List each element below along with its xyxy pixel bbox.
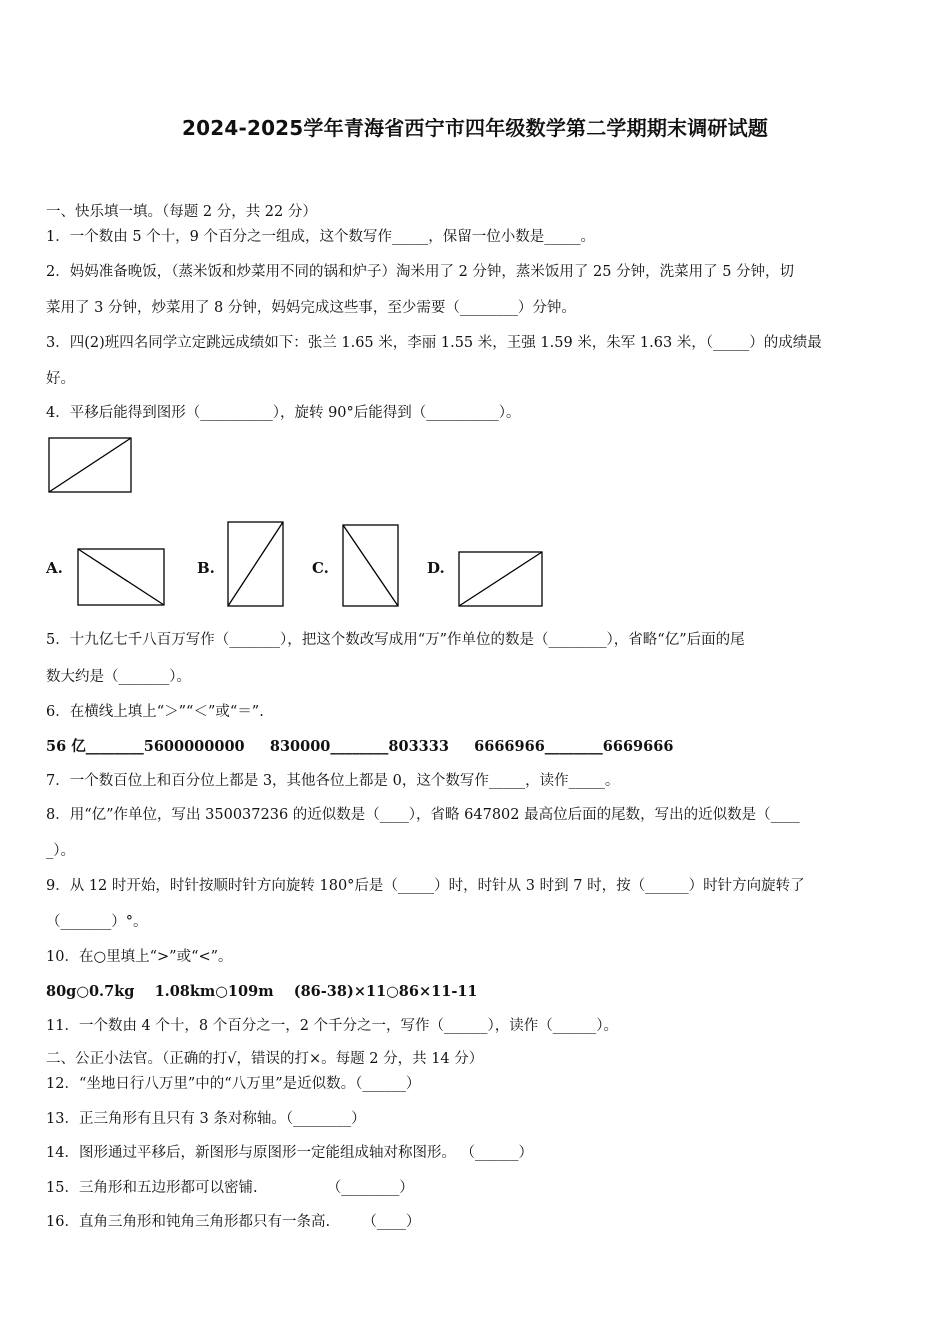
question-9-line-1: 9．从 12 时开始，时针按顺时针方向旋转 180°后是（_____）时，时针从 3 时到 7 时，按（______）时针方向旋转了 (46, 878, 805, 894)
section-1-heading: 一、快乐填一填。（每题 2 分，共 22 分） (46, 204, 317, 220)
question-8-line-1: 8．用“亿”作单位，写出 350037236 的近似数是（____），省略 647802 最高位后面的尾数，写出的近似数是（____ (46, 807, 800, 823)
question-3-line-1: 3．四(2)班四名同学立定跳远成绩如下：张兰 1.65 米，李丽 1.55 米，王强 1.59 米，朱军 1.63 米，（_____）的成绩最 (46, 335, 822, 351)
question-5-line-2: 数大约是（_______）。 (46, 669, 191, 685)
option-a-figure (78, 549, 164, 605)
section-2-heading: 二、公正小法官。（正确的打√，错误的打×。每题 2 分，共 14 分） (46, 1051, 484, 1067)
question-8-line-2: _）。 (46, 843, 75, 859)
option-c-label: C. (312, 559, 329, 577)
option-c-figure (343, 525, 398, 606)
question-14: 14．图形通过平移后，新图形与原图形一定能组成轴对称图形。 （______） (46, 1145, 534, 1161)
question-12: 12．“坐地日行八万里”中的“八万里”是近似数。（______） (46, 1076, 421, 1092)
question-4: 4．平移后能得到图形（__________），旋转 90°后能得到（__________）。 (46, 405, 521, 421)
question-6-items: 56 亿________5600000000 830000________803333 6666966________6669666 (46, 738, 674, 755)
question-5-line-1: 5．十九亿七千八百万写作（_______），把这个数改写成用“万”作单位的数是（________），省略“亿”后面的尾 (46, 632, 745, 648)
option-a-label: A. (46, 559, 63, 577)
option-d-label: D. (427, 559, 445, 577)
question-13: 13．正三角形有且只有 3 条对称轴。（________） (46, 1111, 366, 1127)
question-2-line-2: 菜用了 3 分钟，炒菜用了 8 分钟，妈妈完成这些事，至少需要（________）分钟。 (46, 300, 576, 316)
question-4-figures (0, 0, 950, 630)
option-b-figure (228, 522, 283, 606)
original-rectangle-figure (49, 438, 131, 492)
question-9-line-2: （_______）°。 (46, 914, 148, 930)
question-15: 15．三角形和五边形都可以密铺. （________） (46, 1180, 414, 1196)
question-16: 16．直角三角形和钝角三角形都只有一条高. （____） (46, 1214, 421, 1230)
option-b-label: B. (197, 559, 215, 577)
question-10-items: 80g○0.7kg 1.08km○109m (86-38)×11○86×11-11 (46, 983, 478, 1000)
question-3-line-2: 好。 (46, 371, 75, 387)
question-7: 7．一个数百位上和百分位上都是 3，其他各位上都是 0，这个数写作_____，读作_____。 (46, 773, 620, 789)
question-10: 10．在○里填上“>”或“<”。 (46, 949, 233, 965)
question-6: 6．在横线上填上“＞”“＜”或“＝”. (46, 704, 264, 720)
option-d-figure (459, 552, 542, 606)
question-2-line-1: 2．妈妈准备晚饭，（蒸米饭和炒菜用不同的锅和炉子）淘米用了 2 分钟，蒸米饭用了 25 分钟，洗菜用了 5 分钟，切 (46, 264, 795, 280)
question-11: 11．一个数由 4 个十，8 个百分之一，2 个千分之一，写作（______），读作（______）。 (46, 1018, 619, 1034)
question-1: 1．一个数由 5 个十，9 个百分之一组成，这个数写作_____，保留一位小数是_____。 (46, 229, 596, 245)
exam-title: 2024-2025学年青海省西宁市四年级数学第二学期期末调研试题 (181, 116, 769, 140)
